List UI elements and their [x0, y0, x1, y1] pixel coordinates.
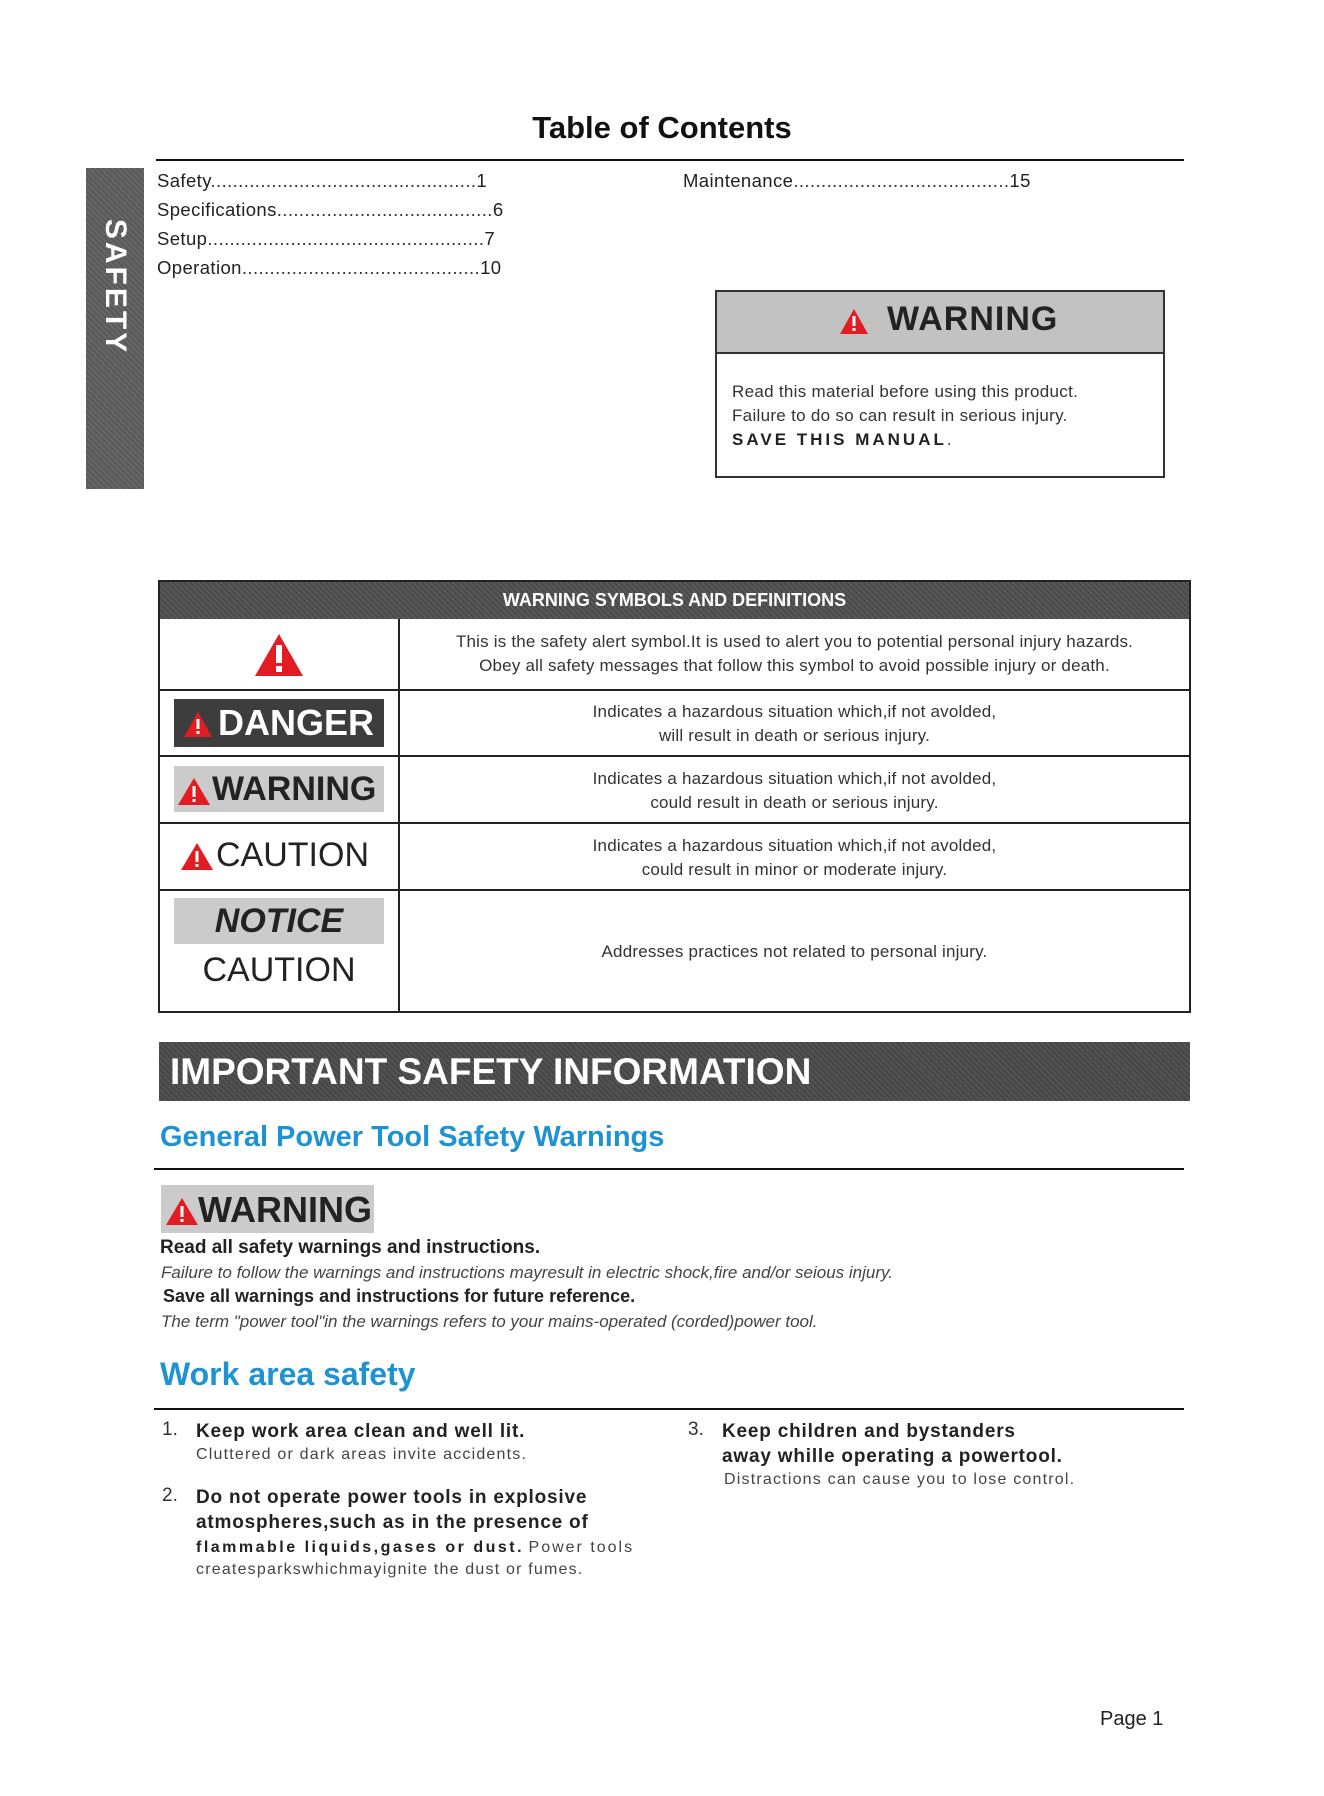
warning-box-line2: Failure to do so can result in serious injury. [732, 406, 1068, 425]
toc-entry-operation[interactable]: Operation...........................................10 [157, 257, 502, 278]
general-warnings-divider [154, 1168, 1184, 1170]
warning-label: WARNING [174, 766, 384, 812]
symbols-row-warning [160, 755, 1189, 824]
toc-divider [156, 159, 1184, 161]
safety-alert-symbol-icon [253, 632, 305, 678]
general-warnings-heading: General Power Tool Safety Warnings [160, 1121, 665, 1153]
alert-triangle-icon [183, 711, 213, 738]
general-warning-label: WARNING [161, 1185, 374, 1233]
warning-notice-box [715, 290, 1165, 478]
warning-box-line1: Read this material before using this product. [732, 382, 1079, 401]
warning-box-line3: SAVE THIS MANUAL. [732, 430, 952, 449]
toc-entry-specifications[interactable]: Specifications.......................................6 [157, 199, 504, 220]
notice-label: NOTICE [174, 898, 384, 944]
notice-caution-label: CAUTION [202, 951, 356, 989]
work-area-divider [154, 1408, 1184, 1410]
toc-entry-setup[interactable]: Setup..................................................7 [157, 228, 496, 249]
warning-box-header [717, 292, 1163, 354]
alert-triangle-icon [165, 1197, 199, 1226]
symbols-row-notice [160, 889, 1189, 1013]
symbols-row-warning-text: Indicates a hazardous situation which,if not avolded, could result in death or serious injury. [592, 768, 997, 812]
alert-triangle-icon [180, 842, 214, 871]
work-area-heading: Work area safety [160, 1356, 416, 1392]
symbols-row-caution: CAUTION Indicates a hazardous situation which,if not avolded, could result in minor or moderate injury. [160, 822, 1189, 891]
symbols-row-caution-text: Indicates a hazardous situation which,if not avolded, could result in minor or moderate injury. [592, 835, 997, 879]
toc-title: Table of Contents [532, 110, 792, 145]
general-line-term: The term "power tool"in the warnings refers to your mains-operated (corded)power tool. [161, 1312, 818, 1331]
general-line-read-all: Read all safety warnings and instructions. [160, 1237, 541, 1258]
general-line-save-all: Save all warnings and instructions for future reference. [163, 1286, 636, 1306]
symbols-row-danger-text: Indicates a hazardous situation which,if not avolded, will result in death or serious injury. [592, 702, 997, 745]
symbols-row-alert [160, 619, 1189, 689]
symbols-row-alert-text: This is the safety alert symbol.It is used to alert you to potential personal injury hazards. Obey all safety messages that follow this symbol to avoid possible injury or death. [455, 632, 1134, 675]
alert-triangle-icon [839, 308, 869, 335]
symbols-row-notice-text: Addresses practices not related to personal injury. [601, 942, 988, 961]
toc-entry-safety[interactable]: Safety................................................1 [157, 170, 488, 191]
symbols-row-danger [160, 689, 1189, 757]
warning-symbols-table [158, 580, 1191, 1013]
toc-entry-maintenance[interactable]: Maintenance.......................................15 [683, 170, 1031, 191]
danger-label: DANGER [174, 699, 384, 747]
warning-box-title: WARNING [887, 300, 1059, 338]
important-safety-banner: IMPORTANT SAFETY INFORMATION [159, 1042, 1190, 1101]
general-line-failure: Failure to follow the warnings and instructions mayresult in electric shock,fire and/or seious injury. [161, 1263, 893, 1282]
warning-box-body [732, 380, 1078, 452]
page-number: Page 1 [1100, 1708, 1164, 1730]
side-tab-label: SAFETY [99, 218, 132, 356]
side-tab-safety [86, 168, 144, 489]
symbols-table-header: WARNING SYMBOLS AND DEFINITIONS [160, 582, 1189, 619]
alert-triangle-icon [177, 777, 211, 806]
symbols-row-alert-symbol [160, 619, 400, 689]
